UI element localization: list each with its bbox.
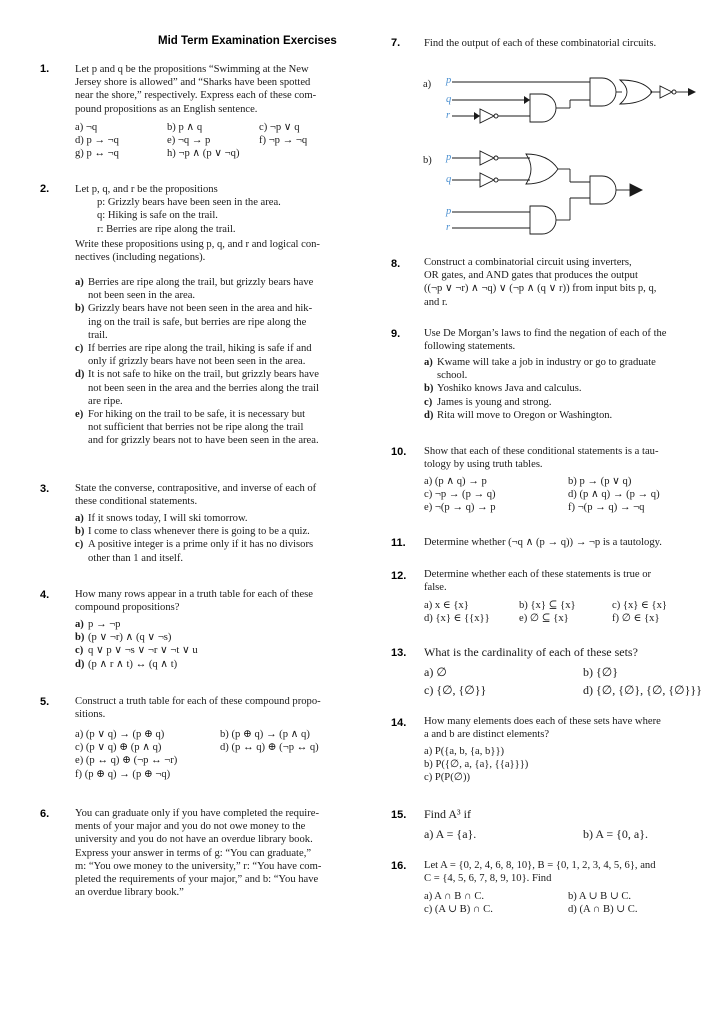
q10-col2: b) p → (p ∨ q) d) (p ∧ q) → (p → q) f) ¬(p → q) → ¬q [568, 476, 660, 514]
q13-text: What is the cardinality of each of these sets? [424, 645, 638, 659]
q7-b-input-q: q [446, 174, 452, 185]
q12-col1: a) x ∈ {x} d) {x} ∈ {{x}} [424, 600, 490, 625]
q8-number: 8. [391, 258, 401, 270]
q14-number: 14. [391, 717, 407, 729]
q12-lead: Determine whether each of these statements is true or false. [424, 569, 652, 594]
q12-number: 12. [391, 570, 407, 582]
q2-intro: Let p, q, and r be the propositions p: Grizzly bears have been seen in the area. q: Hiking is safe on the trail. r: Berries are ripe along the trail. Write these propositions using p, q, and r and logical con- nectives (including negations). [75, 184, 320, 264]
q7-b-input-p: p [446, 152, 452, 163]
q6-text: You can graduate only if you have completed the require- ments of your major and you do not owe money to the university and you do not have an overdue library book. Express your answer in terms of g: “You can graduate,” m: “You owe money to the university,” r: “You have com- pleted the requirements of your major,” and b: “You have an overdue library book.” [75, 808, 322, 899]
q7-number: 7. [391, 37, 401, 49]
q3-items: a) If it snows today, I will ski tomorrow. b) I come to class whenever there is going to be a quiz. c) A positive integer is a prime only if it has no divisors other than 1 and itself. [75, 513, 314, 564]
q10-lead: Show that each of these conditional statements is a tau- tology by using truth tables. [424, 446, 659, 471]
q7-b-input-r: r [446, 222, 451, 233]
q9-number: 9. [391, 328, 401, 340]
q15-b: b) A = {0, a}. [583, 827, 648, 841]
q13-number: 13. [391, 647, 407, 659]
q15-number: 15. [391, 809, 407, 821]
q7-a-input-p: p [446, 75, 452, 86]
q7-circuit-a-label: a) [423, 79, 432, 90]
q3-lead: State the converse, contrapositive, and inverse of each of these conditional statements. [75, 483, 317, 508]
q13-col1: a) ∅ c) {∅, {∅}} [424, 665, 487, 697]
q4-number: 4. [40, 589, 50, 601]
q1-text: Let p and q be the propositions “Swimming at the New Jersey shore is allowed” and “Sharks have been spotted near the shore,” respectively. Express each of these com- pound propositions as an English sentence. [75, 64, 317, 115]
q1-parts: a) ¬q b) p ∧ q c) ¬p ∨ q d) p → ¬q e) ¬q → p f) ¬p → ¬q g) p ↔ ¬q h) ¬p ∧ (p ∨ ¬q) [75, 122, 308, 160]
combinatorial-circuits-diagram [420, 72, 700, 242]
q7-a-input-q: q [446, 94, 452, 105]
q11-text: Determine whether (¬q ∧ (p → q)) → ¬p is a tautology. [424, 537, 662, 548]
q11-number: 11. [391, 537, 406, 549]
q5-lead: Construct a truth table for each of these compound propo- sitions. [75, 696, 321, 721]
q14-lead: How many elements does each of these sets have where a and b are distinct elements? [424, 716, 661, 741]
q9-items: a) Kwame will take a job in industry or go to graduate school. b) Yoshiko knows Java and calculus. c) James is young and strong. d) Rita will move to Oregon or Washington. [424, 357, 656, 421]
q15-a: a) A = {a}. [424, 827, 477, 841]
q14-items: a) P({a, b, {a, b}}) b) P({∅, a, {a}, {{a}}}) c) P(P(∅)) [424, 746, 529, 784]
q8-text: Construct a combinatorial circuit using inverters, OR gates, and AND gates that produces the output ((¬p ∨ ¬r) ∧ ¬q) ∨ (¬p ∧ (q ∨ r)) from input bits p, q, and r. [424, 257, 657, 308]
page-title: Mid Term Examination Exercises [158, 35, 337, 47]
q16-number: 16. [391, 860, 407, 872]
q16-lead: Let A = {0, 2, 4, 6, 8, 10}, B = {0, 1, 2, 3, 4, 5, 6}, and C = {4, 5, 6, 7, 8, 9, 10}. Find [424, 860, 656, 885]
q12-col3: c) {x} ∈ {x} f) ∅ ∈ {x} [612, 600, 667, 625]
q7-a-input-r: r [446, 110, 451, 121]
q9-lead: Use De Morgan’s laws to find the negation of each of the following statements. [424, 328, 667, 353]
q15-text: Find A³ if [424, 807, 471, 821]
q2-number: 2. [40, 183, 50, 195]
q4-labels: a) b) c) d) [75, 619, 85, 670]
q7-b-input-p2: p [446, 206, 452, 217]
q6-number: 6. [40, 808, 50, 820]
q4-items: p → ¬p (p ∨ ¬r) ∧ (q ∨ ¬s) q ∨ p ∨ ¬s ∨ ¬r ∨ ¬t ∨ u (p ∧ r ∧ t) ↔ (q ∧ t) [88, 619, 198, 670]
q13-col2: b) {∅} d) {∅, {∅}, {∅, {∅}}} [583, 665, 702, 697]
q1-number: 1. [40, 63, 50, 75]
q12-col2: b) {x} ⊆ {x} e) ∅ ⊆ {x} [519, 600, 576, 625]
q2-items: a) Berries are ripe along the trail, but grizzly bears have not been seen in the area. b) Grizzly bears have not been seen in the area and hik- ing on the trail is safe, but berries are ripe along the trail. c) If berries are ripe along the trail, hiking is safe if and only if grizzly bears have not been seen in the area. d) It is not safe to hike on the trail, but grizzly bears have not been seen in the area and the berries along the trail are ripe. e) For hiking on the trail to be safe, it is necessary but not sufficient that berries not be ripe along the trail and for grizzly bears not to have been seen in the area. [75, 277, 319, 447]
q10-col1: a) (p ∧ q) → p c) ¬p → (p → q) e) ¬(p → q) → p [424, 476, 496, 514]
q16-col1: a) A ∩ B ∩ C. c) (A ∪ B) ∩ C. [424, 891, 493, 916]
q3-number: 3. [40, 483, 50, 495]
q5-col1: a) (p ∨ q) → (p ⊕ q) c) (p ∨ q) ⊕ (p ∧ q) e) (p ↔ q) ⊕ (¬p ↔ ¬r) f) (p ⊕ q) → (p ⊕ ¬q) [75, 729, 178, 780]
q10-number: 10. [391, 446, 407, 458]
q7-circuit-b-label: b) [423, 155, 432, 166]
q4-lead: How many rows appear in a truth table for each of these compound propositions? [75, 589, 313, 614]
q5-col2: b) (p ⊕ q) → (p ∧ q) d) (p ↔ q) ⊕ (¬p ↔ q) [220, 729, 319, 754]
q5-number: 5. [40, 696, 50, 708]
q7-text: Find the output of each of these combinatorial circuits. [424, 38, 657, 49]
q16-col2: b) A ∪ B ∪ C. d) (A ∩ B) ∪ C. [568, 891, 638, 916]
